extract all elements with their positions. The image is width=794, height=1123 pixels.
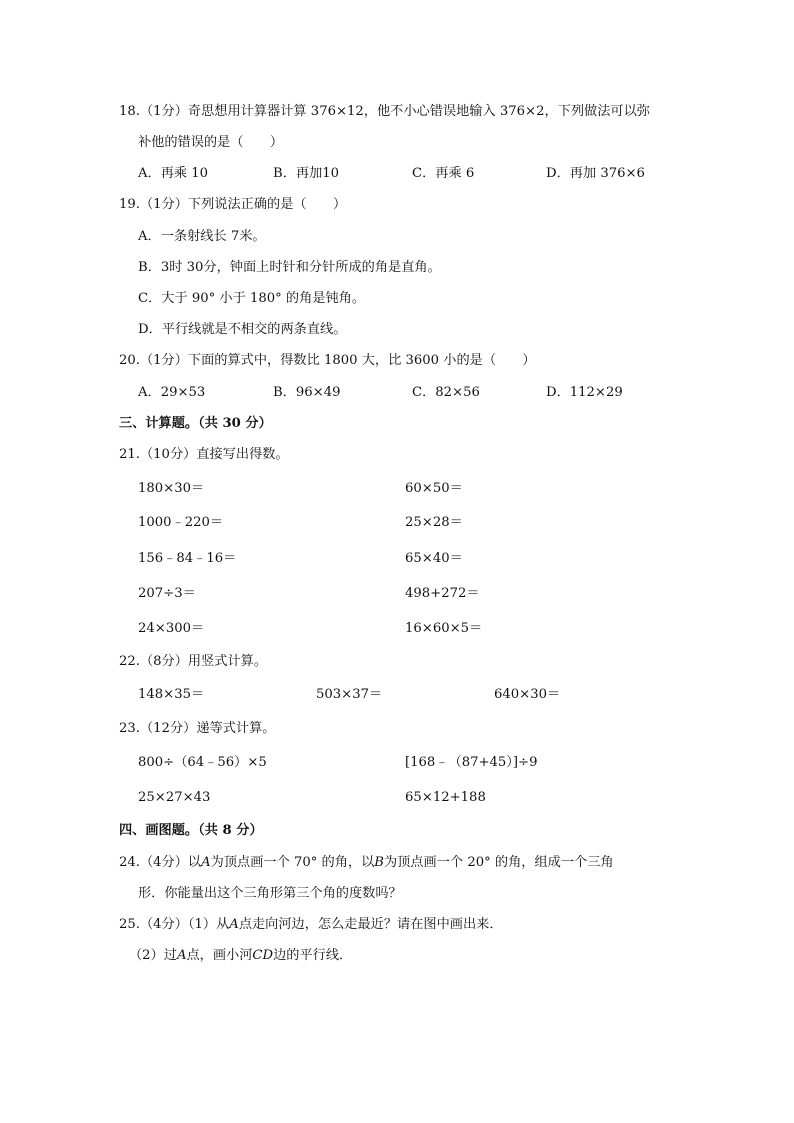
q18-option-c: C．再乘 6	[412, 166, 475, 181]
q23-item-3: 25×27×43	[138, 790, 211, 805]
q22-item-2: 503×37＝	[316, 687, 383, 702]
q20-option-a: A．29×53	[138, 385, 206, 400]
q18-line2: 补他的错误的是（ ）	[138, 135, 284, 150]
q21-stem: 21.（10分）直接写出得数。	[119, 447, 289, 462]
q23-item-4: 65×12+188	[405, 790, 486, 805]
q20-option-b: B．96×49	[273, 385, 341, 400]
q23-item-1: 800÷（64﹣56）×5	[138, 755, 267, 770]
q18-option-d: D．再加 376×6	[546, 166, 645, 181]
q19-option-d: D．平行线就是不相交的两条直线。	[138, 322, 347, 337]
q20-option-c: C．82×56	[412, 385, 480, 400]
q21-left-3: 156﹣84﹣16＝	[138, 551, 237, 566]
q21-right-1: 60×50＝	[405, 481, 463, 496]
q18-option-a: A．再乘 10	[138, 166, 209, 181]
q21-right-2: 25×28＝	[405, 515, 463, 530]
q19-stem: 19.（1分）下列说法正确的是（ ）	[119, 197, 347, 212]
q24-line1: 24.（4分）以A为顶点画一个 70° 的角，以B为顶点画一个 20° 的角，组成一个三角	[119, 855, 614, 870]
q22-item-1: 148×35＝	[138, 687, 205, 702]
q20-stem: 20.（1分）下面的算式中，得数比 1800 大，比 3600 小的是（ ）	[119, 353, 536, 368]
q21-right-5: 16×60×5＝	[405, 621, 483, 636]
q22-stem: 22.（8分）用竖式计算。	[119, 654, 268, 669]
q23-item-2: [168﹣（87+45）]÷9	[405, 755, 538, 770]
q21-left-2: 1000﹣220＝	[138, 515, 224, 530]
q21-right-3: 65×40＝	[405, 551, 463, 566]
q22-item-3: 640×30＝	[494, 687, 561, 702]
q21-left-4: 207÷3＝	[138, 586, 196, 601]
q21-right-4: 498+272＝	[405, 586, 480, 601]
q19-option-c: C．大于 90° 小于 180° 的角是钝角。	[138, 291, 366, 306]
q23-stem: 23.（12分）递等式计算。	[119, 721, 276, 736]
q21-left-1: 180×30＝	[138, 481, 205, 496]
q20-option-d: D．112×29	[546, 385, 623, 400]
q19-option-a: A．一条射线长 7米。	[138, 229, 266, 244]
section-3-heading: 三、计算题。（共 30 分）	[119, 416, 272, 431]
q21-left-5: 24×300＝	[138, 621, 205, 636]
q18-line1: 18.（1分）奇思想用计算器计算 376×12，他不小心错误地输入 376×2，下列做法可以弥	[119, 104, 650, 119]
section-4-heading: 四、画图题。（共 8 分）	[119, 823, 263, 838]
q18-option-b: B．再加10	[273, 166, 340, 181]
q24-line2: 形．你能量出这个三角形第三个角的度数吗？	[138, 886, 402, 901]
q25-line1: 25.（4分）（1）从A点走向河边，怎么走最近？请在图中画出来．	[119, 917, 503, 932]
q25-line2: （2）过A点，画小河CD边的平行线．	[129, 948, 353, 963]
q19-option-b: B．3时 30分，钟面上时针和分针所成的角是直角。	[138, 260, 441, 275]
